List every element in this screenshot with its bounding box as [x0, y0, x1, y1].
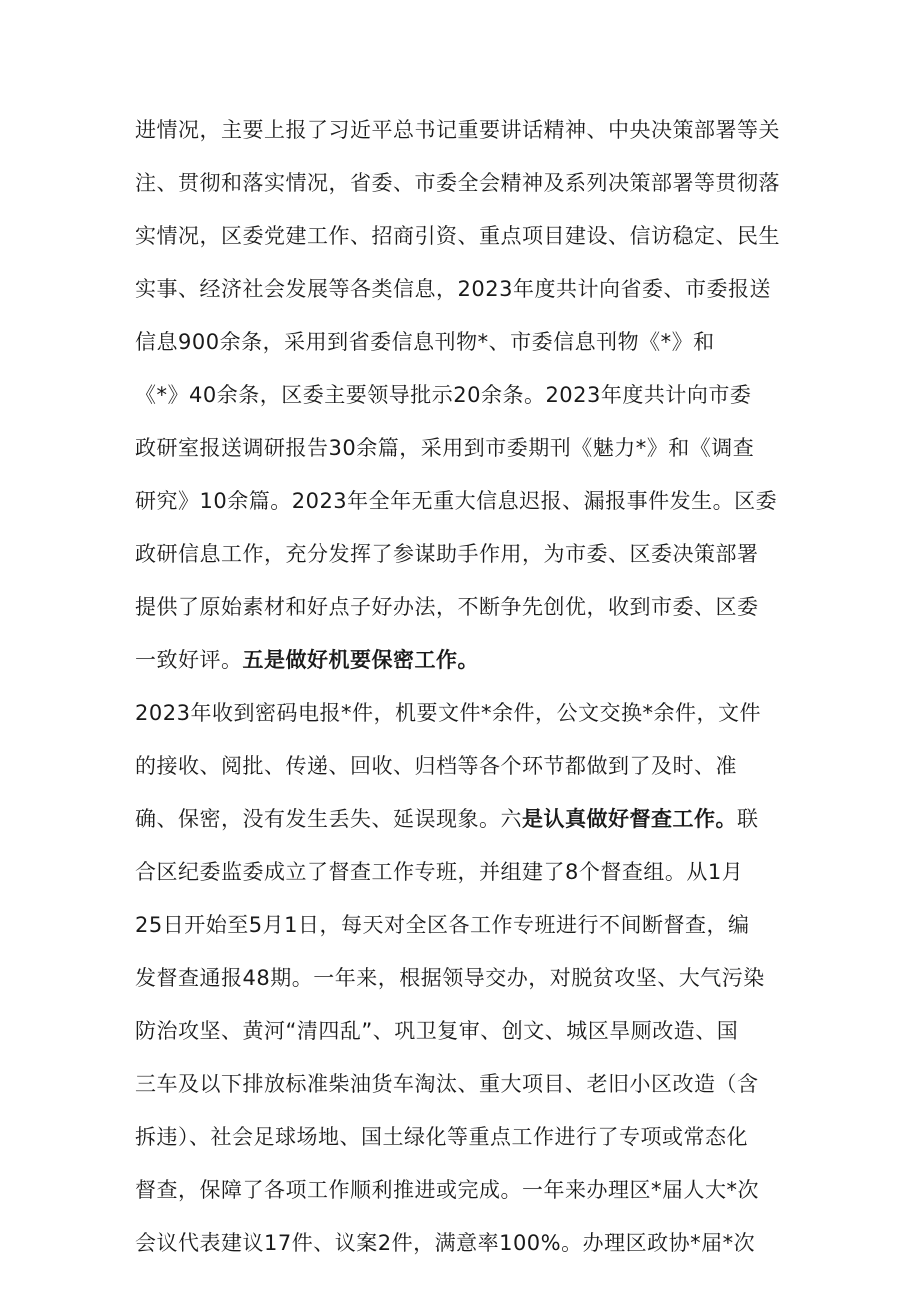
- text-line-5: 信息900余条，采用到省委信息刊物*、市委信息刊物《*》和: [135, 330, 715, 354]
- text-line-8: 研究》10余篇。2023年全年无重大信息迟报、漏报事件发生。区委: [135, 489, 778, 513]
- text-line-9: 政研信息工作，充分发挥了参谋助手作用，为市委、区委决策部署: [135, 542, 759, 566]
- section-heading-six: 是认真做好督查工作。: [522, 807, 737, 831]
- text-line-21: 督查，保障了各项工作顺利推进或完成。一年来办理区*届人大*次: [135, 1178, 759, 1202]
- text-line-1: 进情况，主要上报了习近平总书记重要讲话精神、中央决策部署等关: [135, 118, 780, 142]
- section-heading-five: 五是做好机要保密工作。: [242, 648, 479, 672]
- text-line-2: 注、贯彻和落实情况，省委、市委全会精神及系列决策部署等贯彻落: [135, 171, 780, 195]
- text-line-11: [135, 647, 479, 673]
- text-line-4: 实事、经济社会发展等各类信息，2023年度共计向省委、市委报送: [135, 277, 771, 301]
- text-line-22: 会议代表建议17件、议案2件，满意率100%。办理区政协*届*次: [135, 1231, 756, 1255]
- text-line-17: 发督查通报48期。一年来，根据领导交办，对脱贫攻坚、大气污染: [135, 966, 765, 990]
- text-line-3: 实情况，区委党建工作、招商引资、重点项目建设、信访稳定、民生: [135, 224, 780, 248]
- text-line-12: 2023年收到密码电报*件，机要文件*余件，公文交换*余件，文件: [135, 701, 761, 725]
- text-line-6: 《*》40余条，区委主要领导批示20余条。2023年度共计向市委: [135, 383, 752, 407]
- text-line-16: 25日开始至5月1日，每天对全区各工作专班进行不间断督查，编: [135, 913, 750, 937]
- text-line-13: 的接收、阅批、传递、回收、归档等各个环节都做到了及时、准: [135, 754, 737, 778]
- text-line-10: 提供了原始素材和好点子好办法，不断争先创优，收到市委、区委: [135, 595, 759, 619]
- text-line-7: 政研室报送调研报告30余篇，采用到市委期刊《魅力*》和《调查: [135, 436, 755, 460]
- text-line-19: 三车及以下排放标准柴油货车淘汰、重大项目、老旧小区改造（含: [135, 1072, 759, 1096]
- text-line-11-plain: 一致好评。: [135, 648, 243, 672]
- text-line-14: [135, 806, 759, 832]
- text-line-14-tail: 联: [737, 807, 759, 831]
- text-line-18: 防治攻坚、黄河“清四乱”、巩卫复审、创文、城区旱厕改造、国: [135, 1019, 739, 1043]
- text-line-20: 拆违）、社会足球场地、国土绿化等重点工作进行了专项或常态化: [135, 1125, 748, 1149]
- text-line-14-plain: 确、保密，没有发生丢失、延误现象。六: [135, 807, 522, 831]
- text-line-15: 合区纪委监委成立了督查工作专班，并组建了8个督查组。从1月: [135, 860, 744, 884]
